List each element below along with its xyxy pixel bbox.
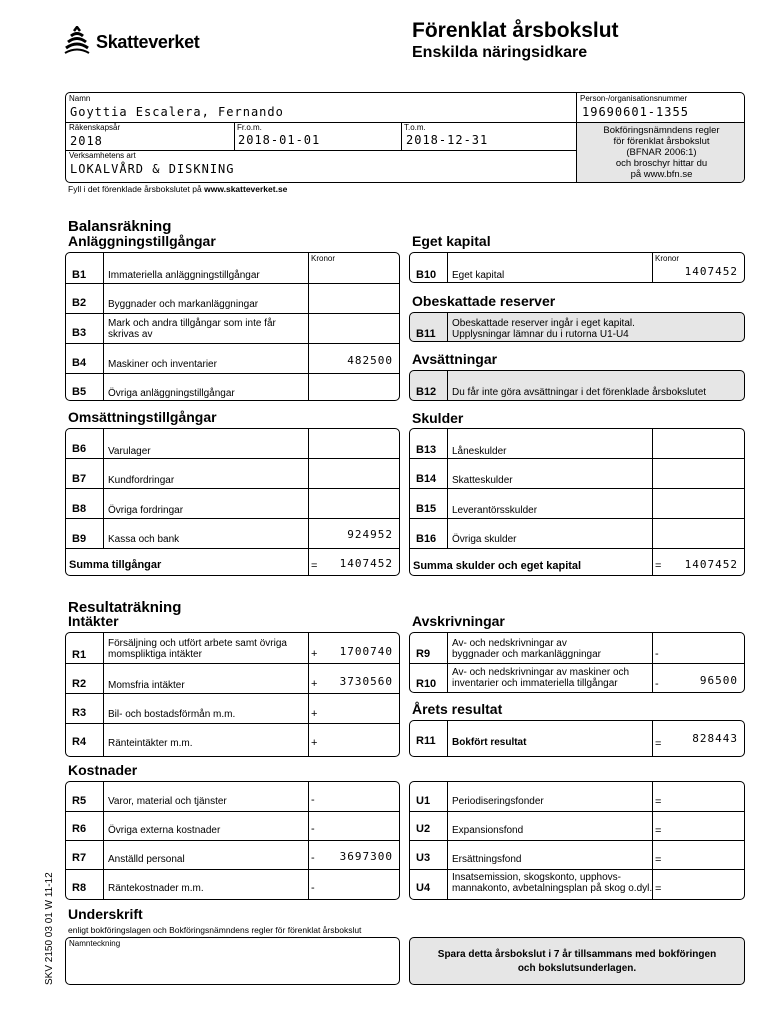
- u4-label-2: mannakonto, avbetalningsplan på skog o.dyl.: [452, 883, 653, 894]
- b3-label-2: skrivas av: [108, 329, 153, 340]
- name-label: Namn: [69, 94, 91, 103]
- r7-label: Anställd personal: [108, 854, 185, 865]
- r5-op: -: [311, 794, 315, 806]
- b10-code: B10: [416, 269, 437, 281]
- u3-code: U3: [416, 852, 431, 864]
- b15-label: Leverantörsskulder: [452, 505, 538, 516]
- revenue-box: [65, 632, 400, 757]
- b12-label: Du får inte göra avsättningar i det förenklade årsbokslutet: [452, 387, 707, 398]
- to-date-field[interactable]: 2018-12-31: [406, 133, 489, 147]
- b16-label: Övriga skulder: [452, 534, 517, 545]
- untaxed-details-box: [409, 781, 745, 900]
- r1-op: +: [311, 648, 318, 660]
- business-field[interactable]: LOKALVÅRD & DISKNING: [70, 162, 235, 176]
- identity-box: [65, 92, 745, 183]
- orgnr-label: Person-/organisationsnummer: [580, 94, 688, 103]
- liabilities-title: Skulder: [412, 410, 464, 426]
- b3-code: B3: [72, 327, 87, 339]
- u3-op: =: [655, 854, 662, 866]
- b11-label-2: Upplysningar lämnar du i rutorna U1-U4: [452, 329, 629, 340]
- signature-subtitle: enligt bokföringslagen och Bokföringsnämndens regler för förenklat årsbokslut: [68, 925, 362, 935]
- r9-label-1: Av- och nedskrivningar av: [452, 638, 567, 649]
- b16-code: B16: [416, 533, 437, 545]
- untaxed-title: Obeskattade reserver: [412, 293, 556, 309]
- fiscal-year-label: Räkenskapsår: [69, 123, 121, 132]
- r2-code: R2: [72, 678, 87, 690]
- u4-label-1: Insatsemission, skogskonto, upphovs-: [452, 872, 621, 883]
- equity-title: Eget kapital: [412, 233, 491, 249]
- current-assets-box: [65, 428, 400, 576]
- r9-op: -: [655, 648, 659, 660]
- b4-label: Maskiner och inventarier: [108, 359, 217, 370]
- u4-op: =: [655, 883, 662, 895]
- u1-code: U1: [416, 795, 431, 807]
- b11-code: B11: [416, 328, 436, 340]
- r1-label-1: Försäljning och utfört arbete samt övriga: [108, 638, 287, 649]
- sum-assets-op: =: [311, 560, 318, 572]
- r1-field[interactable]: 1700740: [339, 645, 393, 658]
- kronor-label-equity: Kronor: [655, 254, 680, 263]
- u2-label: Expansionsfond: [452, 825, 524, 836]
- bfn-info: Bokföringsnämndens regler för förenklat årsbokslut (BFNAR 2006:1) och broschyr hittar du på www.bfn.se: [577, 123, 745, 183]
- r5-label: Varor, material och tjänster: [108, 796, 227, 807]
- b12-code: B12: [416, 386, 437, 398]
- b9-field[interactable]: 924952: [347, 528, 393, 541]
- b3-label-1: Mark och andra tillgångar som inte får: [108, 318, 276, 329]
- skatteverket-logo: [62, 24, 232, 58]
- b10-field[interactable]: 1407452: [684, 265, 738, 278]
- r2-op: +: [311, 678, 318, 690]
- sum-liabilities-field[interactable]: 1407452: [684, 558, 738, 571]
- b4-field[interactable]: 482500: [347, 354, 393, 367]
- r3-op: +: [311, 708, 318, 720]
- b13-label: Låneskulder: [452, 446, 507, 457]
- r6-label: Övriga externa kostnader: [108, 825, 221, 836]
- form-subtitle: Enskilda näringsidkare: [412, 44, 588, 61]
- b2-code: B2: [72, 297, 87, 309]
- b14-label: Skatteskulder: [452, 475, 513, 486]
- provisions-box: [409, 370, 745, 401]
- r4-op: +: [311, 737, 318, 749]
- r8-label: Räntekostnader m.m.: [108, 883, 204, 894]
- r7-op: -: [311, 852, 315, 864]
- r4-label: Ränteintäkter m.m.: [108, 738, 193, 749]
- form-id: SKV 2150 03 01 W 11-12: [44, 872, 55, 985]
- r10-op: -: [655, 678, 659, 690]
- r8-op: -: [311, 882, 315, 894]
- r11-op: =: [655, 738, 662, 750]
- kronor-label: Kronor: [311, 254, 336, 263]
- signature-title: Underskrift: [68, 906, 143, 922]
- logo-text: Skatteverket: [96, 32, 200, 52]
- r7-code: R7: [72, 852, 87, 864]
- provisions-title: Avsättningar: [412, 351, 498, 367]
- b11-label-1: Obeskattade reserver ingår i eget kapital.: [452, 318, 635, 329]
- b13-code: B13: [416, 444, 437, 456]
- r2-label: Momsfria intäkter: [108, 680, 185, 691]
- r7-field[interactable]: 3697300: [339, 850, 393, 863]
- liabilities-box: [409, 428, 745, 576]
- signature-field[interactable]: [65, 937, 400, 985]
- skatteverket-link[interactable]: www.skatteverket.se: [204, 184, 288, 194]
- r4-code: R4: [72, 736, 87, 748]
- b8-code: B8: [72, 503, 87, 515]
- b6-code: B6: [72, 443, 87, 455]
- u1-op: =: [655, 796, 662, 808]
- r10-label-1: Av- och nedskrivningar av maskiner och: [452, 667, 630, 678]
- r2-field[interactable]: 3730560: [339, 675, 393, 688]
- revenue-title: Intäkter: [68, 613, 119, 629]
- u3-label: Ersättningsfond: [452, 854, 522, 865]
- r3-code: R3: [72, 707, 87, 719]
- untaxed-box: [409, 312, 745, 342]
- b7-label: Kundfordringar: [108, 475, 175, 486]
- r8-code: R8: [72, 882, 87, 894]
- u2-op: =: [655, 825, 662, 837]
- signature-label: Namnteckning: [69, 939, 121, 948]
- r9-label-2: byggnader och markanläggningar: [452, 649, 601, 660]
- to-date-label: T.o.m.: [404, 123, 426, 132]
- r6-code: R6: [72, 823, 87, 835]
- r10-label-2: inventarier och immateriella tillgångar: [452, 678, 618, 689]
- equity-box: [409, 252, 745, 283]
- r10-field[interactable]: 96500: [699, 674, 738, 687]
- r10-code: R10: [416, 678, 437, 690]
- b5-code: B5: [72, 386, 87, 398]
- sum-liabilities-op: =: [655, 560, 662, 572]
- b1-code: B1: [72, 269, 87, 281]
- r1-code: R1: [72, 649, 87, 661]
- fill-note: Fyll i det förenklade årsbokslutet på www.skatteverket.se: [68, 184, 288, 194]
- r11-field[interactable]: 828443: [692, 732, 738, 745]
- result-title: Årets resultat: [412, 701, 503, 717]
- b5-label: Övriga anläggningstillgångar: [108, 388, 235, 399]
- fixed-assets-title: Anläggningstillgångar: [68, 233, 216, 249]
- b14-code: B14: [416, 473, 437, 485]
- r9-code: R9: [416, 648, 431, 660]
- r1-label-2: momspliktiga intäkter: [108, 649, 202, 660]
- b10-label: Eget kapital: [452, 270, 505, 281]
- r11-code: R11: [416, 735, 436, 747]
- r11-label: Bokfört resultat: [452, 737, 527, 748]
- b9-label: Kassa och bank: [108, 534, 180, 545]
- u2-code: U2: [416, 823, 431, 835]
- form-title: Förenklat årsbokslut: [412, 19, 619, 42]
- keep-notice: Spara detta årsbokslut i 7 år tillsammans med bokföringen och bokslutsunderlagen.: [409, 937, 745, 985]
- r3-label: Bil- och bostadsförmån m.m.: [108, 709, 236, 720]
- depreciation-box: [409, 632, 745, 693]
- b9-code: B9: [72, 533, 87, 545]
- costs-box: [65, 781, 400, 900]
- r5-code: R5: [72, 795, 87, 807]
- orgnr-field[interactable]: 19690601-1355: [582, 105, 689, 119]
- result-box: [409, 720, 745, 757]
- balance-title: Balansräkning: [68, 218, 172, 235]
- u1-label: Periodiseringsfonder: [452, 796, 544, 807]
- logo-icon: [62, 26, 92, 56]
- b8-label: Övriga fordringar: [108, 505, 184, 516]
- sum-liabilities-label: Summa skulder och eget kapital: [413, 560, 582, 572]
- fixed-assets-box: [65, 252, 400, 401]
- from-date-label: Fr.o.m.: [237, 123, 262, 132]
- b2-label: Byggnader och markanläggningar: [108, 299, 259, 310]
- b7-code: B7: [72, 473, 87, 485]
- business-label: Verksamhetens art: [69, 151, 136, 160]
- depreciation-title: Avskrivningar: [412, 613, 505, 629]
- name-field[interactable]: Goyttia Escalera, Fernando: [70, 105, 284, 119]
- income-title: Resultaträkning: [68, 599, 182, 616]
- b1-label: Immateriella anläggningstillgångar: [108, 270, 260, 281]
- b4-code: B4: [72, 357, 87, 369]
- b6-label: Varulager: [108, 446, 151, 457]
- b15-code: B15: [416, 503, 437, 515]
- fiscal-year-field[interactable]: 2018: [70, 134, 103, 148]
- costs-title: Kostnader: [68, 762, 138, 778]
- current-assets-title: Omsättningstillgångar: [68, 409, 217, 425]
- sum-assets-field[interactable]: 1407452: [339, 557, 393, 570]
- u4-code: U4: [416, 882, 431, 894]
- sum-assets-label: Summa tillgångar: [69, 559, 162, 571]
- r6-op: -: [311, 823, 315, 835]
- from-date-field[interactable]: 2018-01-01: [238, 133, 321, 147]
